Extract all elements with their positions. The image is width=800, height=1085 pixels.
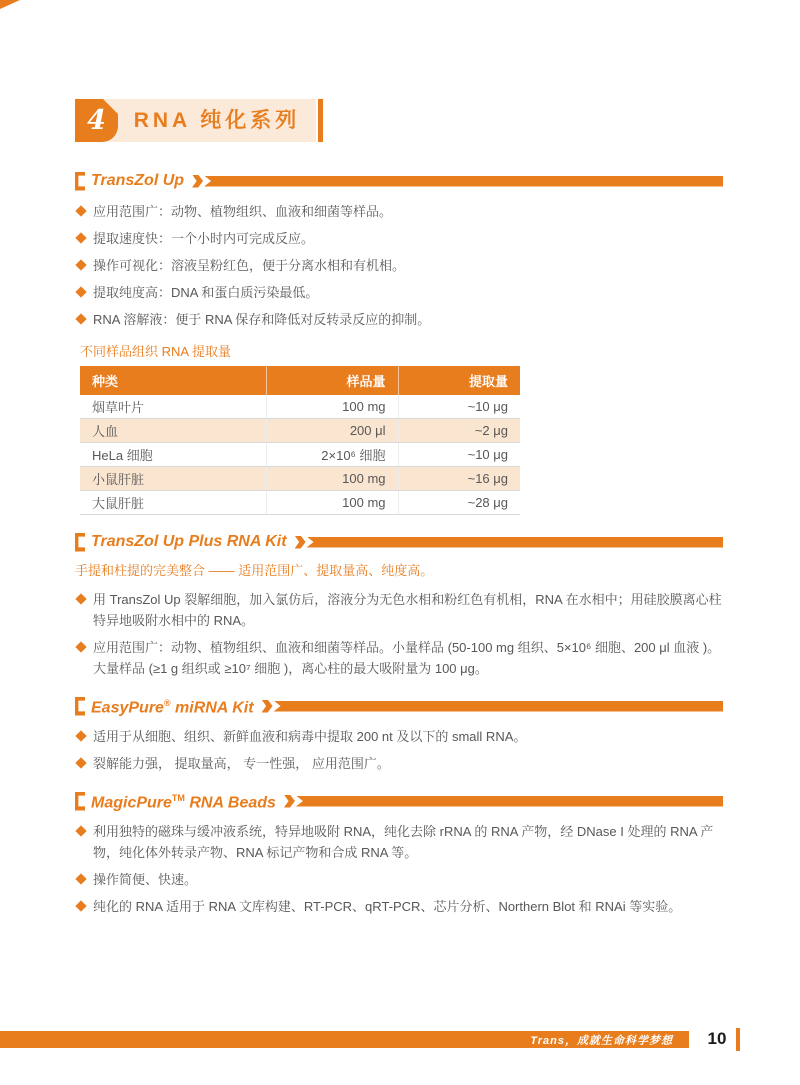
section-title: [91, 170, 184, 192]
badge-notch-decoration: [103, 99, 118, 114]
section-table-holder: [75, 341, 723, 515]
section-header: [75, 170, 723, 192]
footer-end-tick-decoration: [736, 1028, 740, 1051]
table-row: [80, 491, 520, 515]
footer-slogan-text: ，成就生命科学梦想: [565, 1034, 673, 1047]
bullet-list: [75, 821, 723, 917]
section-title-rest: Up Plus RNA Kit: [158, 533, 287, 550]
table-header-row: [80, 366, 520, 395]
table-cell: 100 mg: [267, 467, 398, 491]
table-cell: ~2 μg: [398, 419, 520, 443]
diamond-bullet-icon: [75, 259, 86, 270]
bullet-text: RNA 溶解液：便于 RNA 保存和降低对反转录反应的抑制。: [93, 312, 431, 327]
section-lead: 手提和柱提的完美整合 —— 适用范围广、提取量高、纯度高。: [75, 563, 434, 578]
section-header: [75, 695, 723, 717]
bullet-item: [75, 896, 723, 917]
section-title: [91, 787, 276, 814]
bullet-item: [75, 589, 723, 631]
chapter-title: RNA 纯化系列: [133, 109, 301, 132]
footer-slogan-brand: Trans: [530, 1034, 565, 1047]
left-bracket-icon: [75, 533, 85, 552]
bullet-text: 纯化的 RNA 适用于 RNA 文库构建、RT-PCR、qRT-PCR、芯片分析、Northern Blot 和 RNAi 等实验。: [93, 899, 682, 914]
bullet-item: [75, 201, 723, 222]
table-cell: ~10 μg: [398, 443, 520, 467]
bullet-text: 用 TransZol Up 裂解细胞，加入氯仿后，溶液分为无色水相和粉红色有机相，RNA 在水相中；用硅胶膜离心柱特异地吸附水相中的 RNA。: [93, 592, 722, 628]
diamond-bullet-icon: [75, 313, 86, 324]
chevron-right-icon: [192, 175, 203, 188]
bullet-list: [75, 201, 723, 330]
chevron-right-icon: [295, 536, 306, 549]
section-title-rest: RNA Beads: [184, 794, 276, 812]
diamond-bullet-icon: [75, 825, 86, 836]
section-title-name: TransZol: [91, 533, 159, 550]
section-title-rest: Up: [158, 172, 185, 189]
bullet-text: 提取纯度高：DNA 和蛋白质污染最低。: [93, 285, 319, 300]
banner-end-tick-decoration: [318, 99, 323, 142]
section-title-name: EasyPure: [91, 699, 164, 717]
chevron-right-icon: [284, 795, 295, 808]
table-cell: HeLa 细胞: [80, 443, 267, 467]
chapter-banner: [75, 99, 316, 142]
table-cell: ~10 μg: [398, 395, 520, 419]
bullet-item: [75, 869, 723, 890]
bullet-text: 操作简便、快速。: [93, 872, 198, 887]
product-section: [75, 790, 723, 917]
section-header: [75, 531, 723, 553]
table-cell: 2×10⁶ 细胞: [267, 443, 398, 467]
table-header-cell: 样品量: [267, 366, 398, 395]
bullet-text: 裂解能力强， 提取量高， 专一性强， 应用范围广。: [93, 756, 390, 771]
bullet-item: [75, 821, 723, 863]
content-column: [75, 170, 723, 923]
table-cell: 小鼠肝脏: [80, 467, 267, 491]
diamond-bullet-icon: [75, 730, 86, 741]
table-cell: ~28 μg: [398, 491, 520, 515]
section-header-bar: [274, 701, 723, 712]
diamond-bullet-icon: [75, 286, 86, 297]
table-cell: 100 mg: [267, 491, 398, 515]
table-cell: 200 μl: [267, 419, 398, 443]
page-number: 10: [707, 1029, 727, 1048]
section-title-sup: TM: [171, 793, 185, 804]
table-row: [80, 395, 520, 419]
section-title-name: TransZol: [91, 172, 159, 189]
bullet-item: [75, 726, 723, 747]
diamond-bullet-icon: [75, 873, 86, 884]
diamond-bullet-icon: [75, 232, 86, 243]
table-cell: 人血: [80, 419, 267, 443]
bullet-text: 提取速度快：一个小时内可完成反应。: [93, 231, 315, 246]
chapter-header: [75, 99, 323, 142]
table-cell: 烟草叶片: [80, 395, 267, 419]
left-bracket-icon: [75, 697, 85, 716]
chevron-right-icon: [262, 700, 273, 713]
bullet-list: [75, 589, 723, 679]
table-row: [80, 443, 520, 467]
footer-slogan: [530, 1032, 673, 1048]
bullet-item: [75, 637, 723, 679]
section-title: [91, 531, 287, 553]
table-header-cell: 种类: [80, 366, 267, 395]
bullet-text: 利用独特的磁珠与缓冲液系统，特异地吸附 RNA，纯化去除 rRNA 的 RNA 产物，经 DNase I 处理的 RNA 产物，纯化体外转录产物、RNA 标记产物和合成 RNA 等。: [93, 824, 714, 860]
left-bracket-icon: [75, 172, 85, 191]
footer-bar: [0, 1031, 689, 1048]
section-header: [75, 790, 723, 812]
diamond-bullet-icon: [75, 205, 86, 216]
section-header-bar: [296, 796, 723, 807]
corner-triangle-decoration: [0, 0, 20, 9]
chapter-number: 4: [87, 105, 106, 136]
section-title-sup: ®: [163, 698, 171, 709]
table-cell: 100 mg: [267, 395, 398, 419]
table-cell: ~16 μg: [398, 467, 520, 491]
table-caption: 不同样品组织 RNA 提取量: [80, 344, 231, 359]
table-cell: 大鼠肝脏: [80, 491, 267, 515]
table-header-cell: 提取量: [398, 366, 520, 395]
bullet-text: 应用范围广：动物、植物组织、血液和细菌等样品。: [93, 204, 393, 219]
diamond-bullet-icon: [75, 593, 86, 604]
table-body: [80, 395, 520, 515]
product-section: [75, 695, 723, 774]
diamond-bullet-icon: [75, 757, 86, 768]
bullet-item: [75, 255, 723, 276]
bullet-text: 操作可视化：溶液呈粉红色，便于分离水相和有机相。: [93, 258, 406, 273]
section-title-name: MagicPure: [91, 794, 172, 812]
product-section: [75, 170, 723, 515]
section-title: [91, 692, 254, 719]
diamond-bullet-icon: [75, 900, 86, 911]
table-head: [80, 366, 520, 395]
bullet-item: [75, 228, 723, 249]
diamond-bullet-icon: [75, 641, 86, 652]
product-section: [75, 531, 723, 679]
bullet-item: [75, 753, 723, 774]
chapter-number-badge: [75, 99, 118, 142]
section-header-bar: [307, 537, 723, 548]
bullet-item: [75, 282, 723, 303]
section-title-rest: miRNA Kit: [170, 699, 254, 717]
bullet-list: [75, 726, 723, 774]
bullet-item: [75, 309, 723, 330]
left-bracket-icon: [75, 792, 85, 811]
table-row: [80, 419, 520, 443]
bullet-text: 应用范围广：动物、植物组织、血液和细菌等样品。小量样品 (50-100 mg 组织、5×10⁶ 细胞、200 μl 血液 )。大量样品 (≥1 g 组织或 ≥10⁷ 细胞 )，离心柱的最大吸附量为 100 μg。: [93, 640, 721, 676]
bullet-text: 适用于从细胞、组织、新鲜血液和病毒中提取 200 nt 及以下的 small RNA。: [93, 729, 527, 744]
extraction-yield-table: [80, 366, 520, 515]
section-header-bar: [204, 176, 723, 187]
table-row: [80, 467, 520, 491]
